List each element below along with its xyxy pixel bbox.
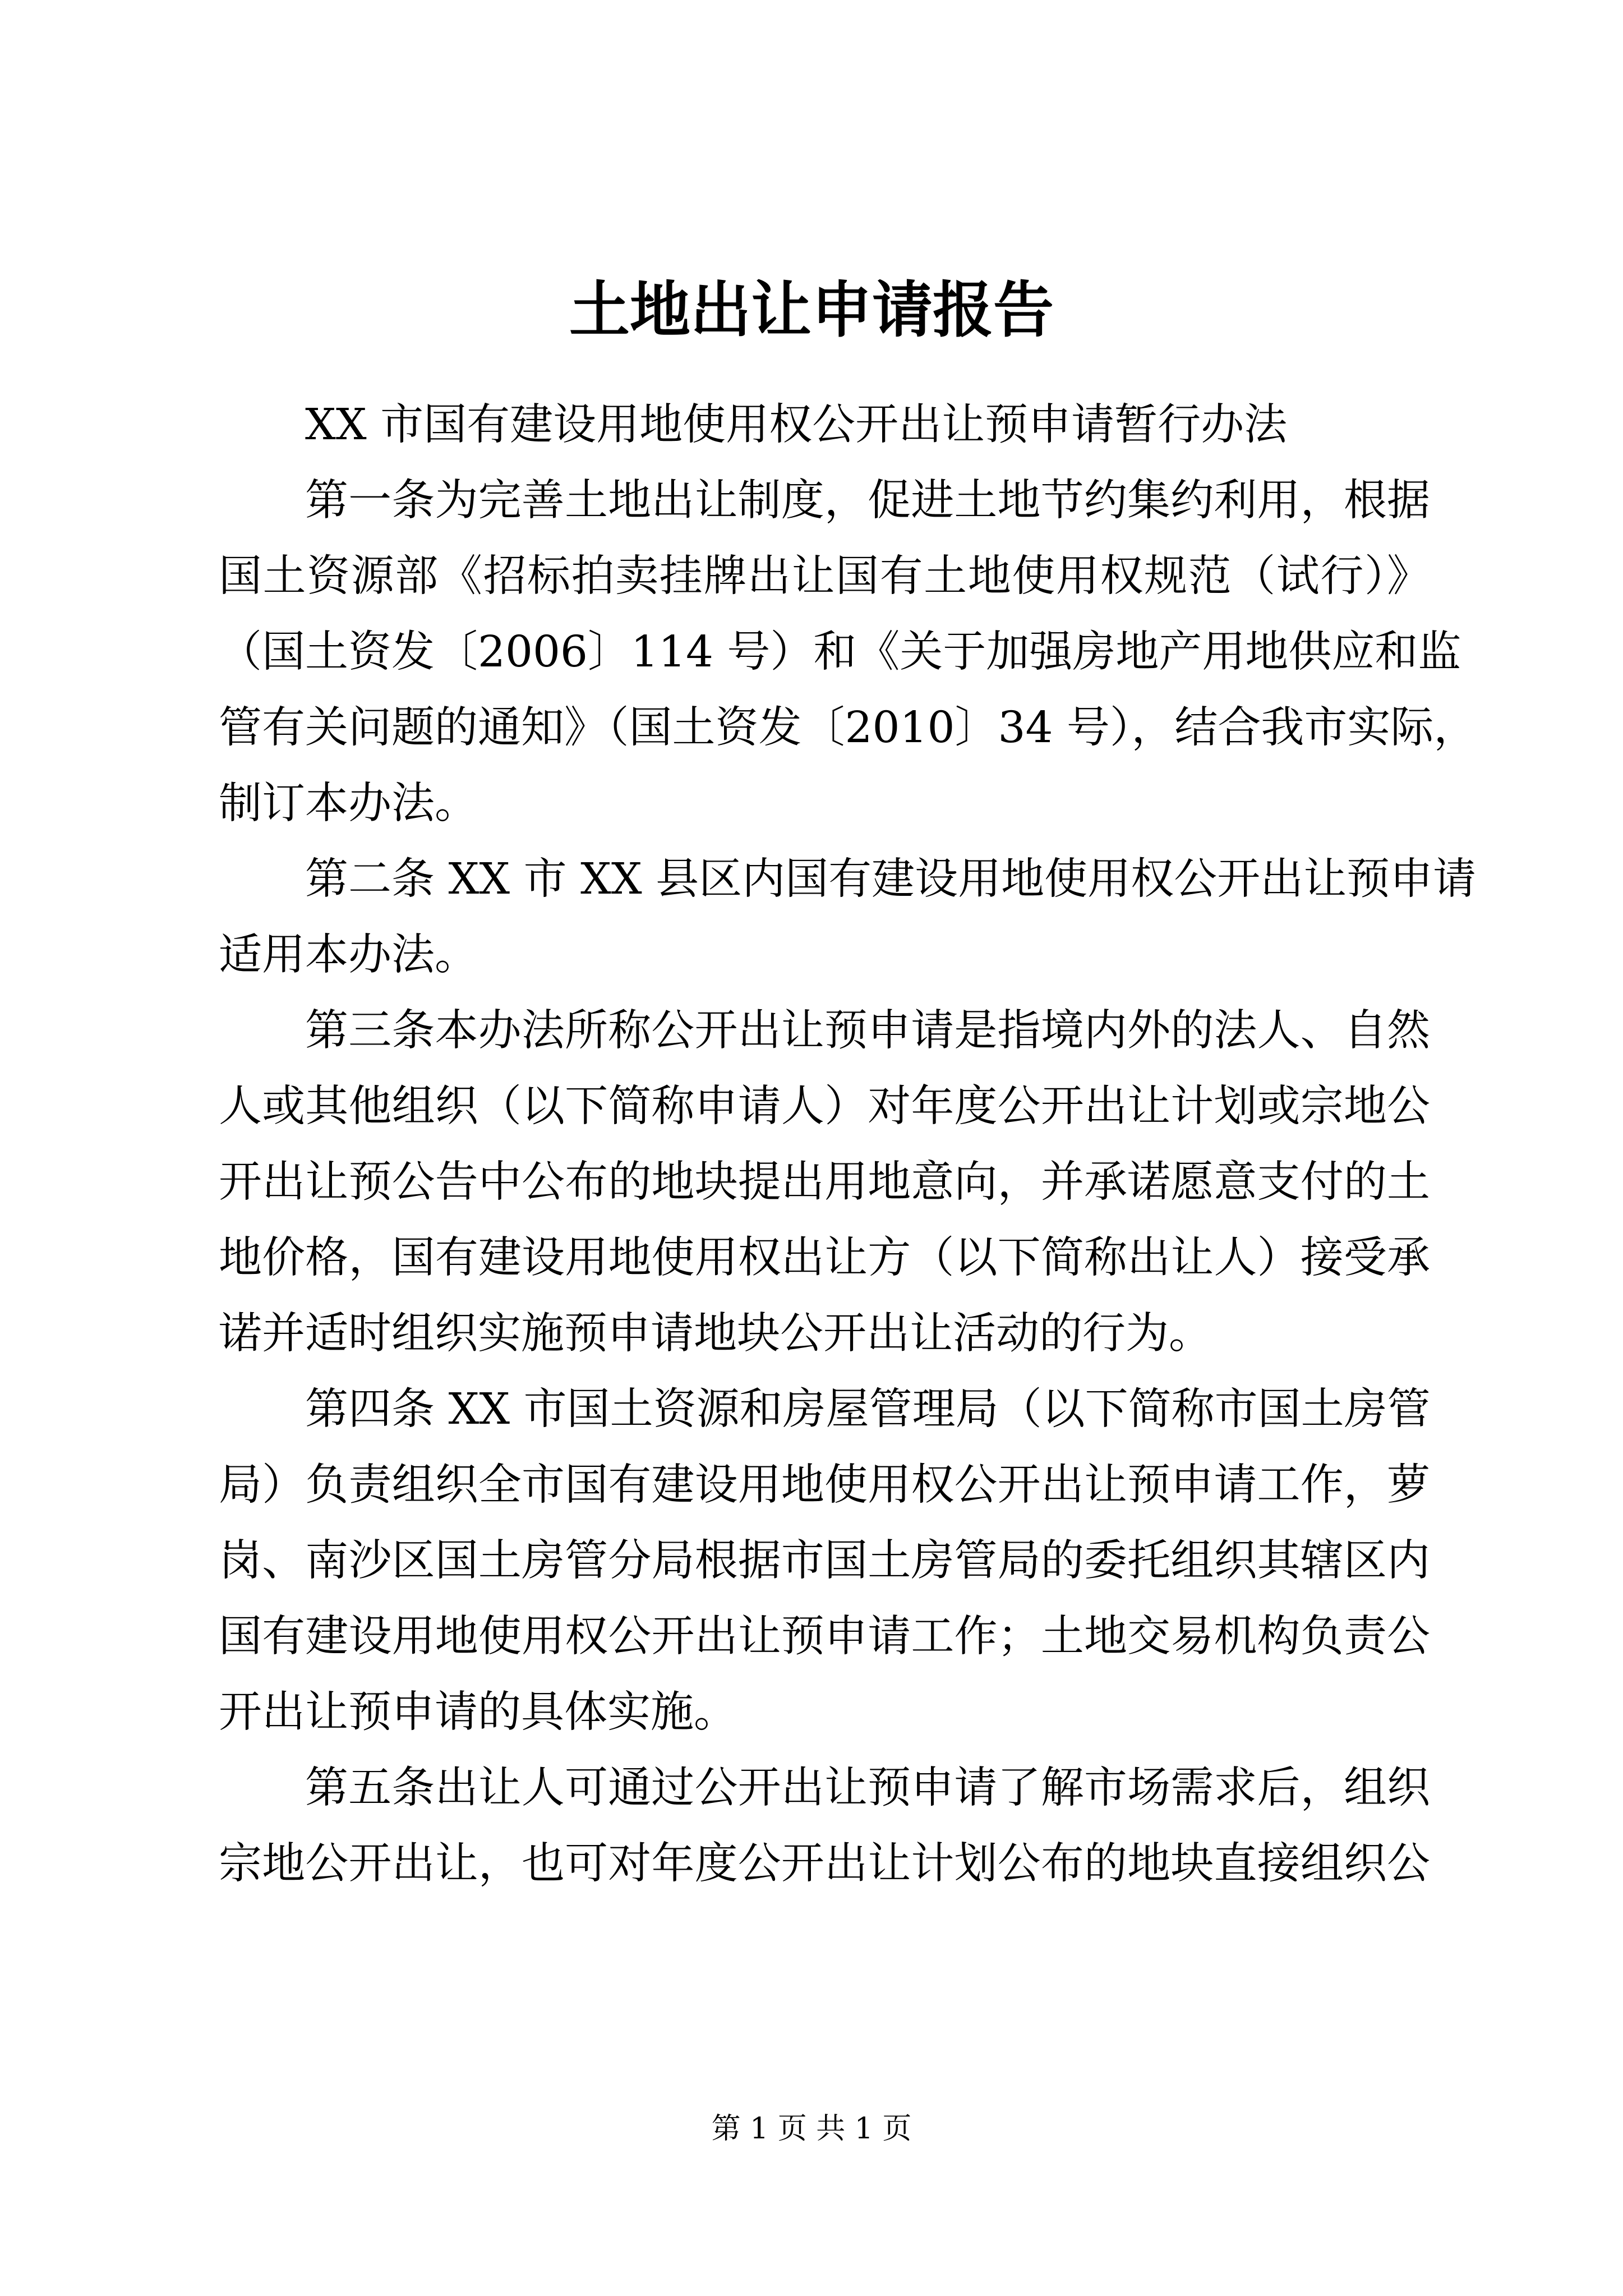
- text-line: 人或其他组织（以下简称申请人）对年度公开出让计划或宗地公: [219, 1082, 1430, 1131]
- document-subtitle: XX 市国有建设用地使用权公开出让预申请暂行办法: [305, 400, 1288, 450]
- text-line: 开出让预申请的具体实施。: [219, 1687, 737, 1737]
- text-line: 开出让预公告中公布的地块提出用地意向，并承诺愿意支付的土: [219, 1157, 1430, 1207]
- text-line: 管有关问题的通知》（国土资发〔2010〕34 号），结合我市实际，: [219, 703, 1477, 753]
- text-line: 局）负责组织全市国有建设用地使用权公开出让预申请工作，萝: [219, 1460, 1430, 1510]
- text-line: 适用本办法。: [219, 930, 478, 980]
- document-body: [219, 387, 1477, 1902]
- article-1: [219, 463, 1477, 841]
- text-line: 国土资源部《招标拍卖挂牌出让国有土地使用权规范（试行）》: [219, 551, 1430, 601]
- text-line: 国有建设用地使用权公开出让预申请工作；土地交易机构负责公: [219, 1612, 1430, 1662]
- text-line: 制订本办法。: [219, 779, 478, 829]
- article-2: [219, 841, 1477, 993]
- text-line: 地价格，国有建设用地使用权出让方（以下简称出让人）接受承: [219, 1233, 1430, 1283]
- text-line: 宗地公开出让，也可对年度公开出让计划公布的地块直接组织公: [219, 1839, 1430, 1889]
- text-line: 第三条本办法所称公开出让预申请是指境内外的法人、自然: [305, 1006, 1430, 1056]
- text-line: 第五条出让人可通过公开出让预申请了解市场需求后，组织: [305, 1763, 1430, 1813]
- text-line: （国土资发〔2006〕114 号）和《关于加强房地产用地供应和监: [219, 627, 1461, 677]
- article-5: [219, 1750, 1430, 1902]
- article-4: [219, 1372, 1430, 1750]
- page-number: 第 1 页 共 1 页: [711, 2112, 912, 2146]
- page-title: 土地出让申请报告: [569, 275, 1054, 346]
- text-line: 第二条 XX 市 XX 县区内国有建设用地使用权公开出让预申请: [305, 854, 1477, 904]
- text-line: 诺并适时组织实施预申请地块公开出让活动的行为。: [219, 1309, 1212, 1359]
- text-line: 岗、南沙区国土房管分局根据市国土房管局的委托组织其辖区内: [219, 1536, 1430, 1586]
- article-3: [219, 993, 1430, 1372]
- text-line: 第一条为完善土地出让制度，促进土地节约集约利用，根据: [305, 476, 1430, 526]
- text-line: 第四条 XX 市国土资源和房屋管理局（以下简称市国土房管: [305, 1384, 1431, 1434]
